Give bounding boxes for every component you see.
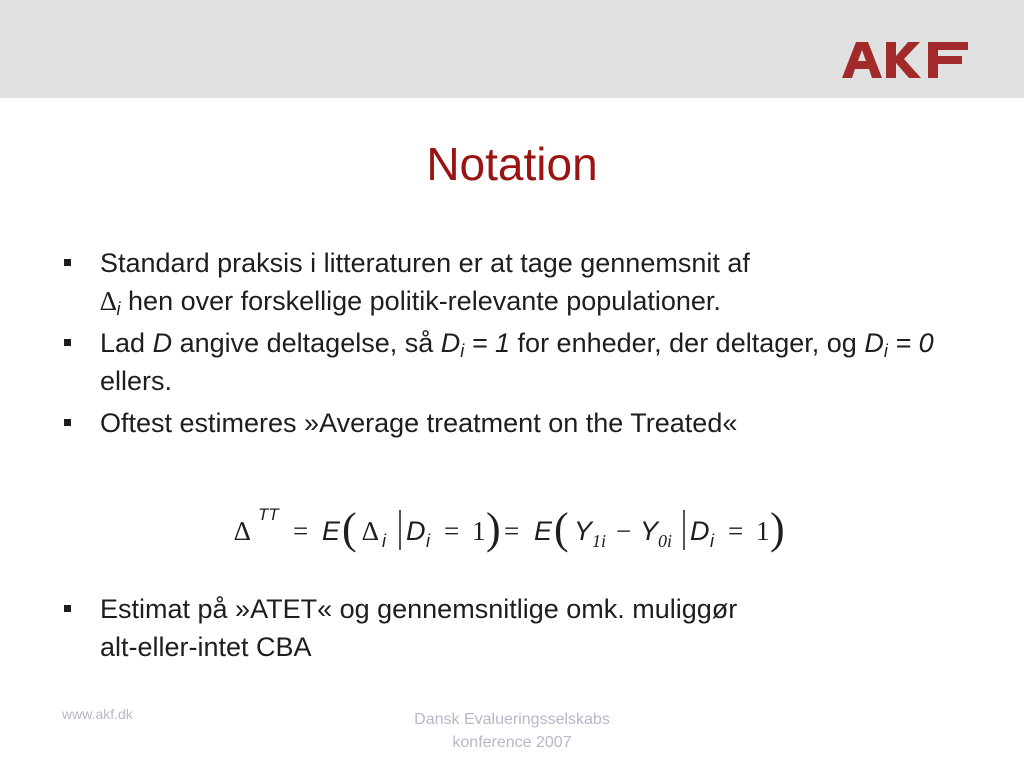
svg-text:∆: ∆ [362,516,379,546]
svg-text:): ) [770,504,785,553]
svg-text:1: 1 [472,516,486,546]
svg-text:i: i [426,531,430,551]
akf-logo [842,42,972,78]
svg-text:Y: Y [640,516,659,546]
svg-text:(: ( [342,504,357,553]
logo-text: AKF [842,42,844,43]
footer-conference-line-2: konference 2007 [452,734,572,751]
svg-text:1i: 1i [592,531,607,551]
footer-url: www.akf.dk [62,706,133,722]
svg-text:): ) [486,504,501,553]
svg-text:(: ( [554,504,569,553]
svg-text:−: − [616,516,632,546]
svg-text:i: i [382,531,386,551]
svg-text:D: D [690,516,710,546]
svg-text:1: 1 [756,516,770,546]
svg-text:i: i [710,531,714,551]
bullet-item-3: Oftest estimeres »Average treatment on the Treated« [64,404,964,442]
footer-conference [362,708,662,754]
svg-text:D: D [406,516,426,546]
svg-text:∆: ∆ [234,516,251,546]
svg-text:E: E [534,516,553,546]
square-bullet-icon [64,419,71,426]
svg-text:=: = [728,516,744,546]
bullet-list-bottom [64,590,964,666]
svg-text:E: E [322,516,341,546]
bullet-list [64,244,964,446]
footer-conference-line-1: Dansk Evalueringsselskabs [414,711,610,728]
square-bullet-icon [64,339,71,346]
slide-title: Notation [426,138,598,190]
bullet-item-2: Lad D angive deltagelse, så $D_i = 1$ for enheder, der deltager, og $D_i = 0$ ellers. [64,324,964,400]
square-bullet-icon [64,259,71,266]
atet-formula [0,500,1024,560]
bullet-item-1: Standard praksis i litteraturen er at tage gennemsnit af $\Delta_i$ hen over forskellige politik-relevante populationer. [64,244,964,320]
svg-text:0i: 0i [658,531,673,551]
svg-text:=: = [504,516,520,546]
svg-text:TT: TT [258,505,279,524]
square-bullet-icon [64,605,71,612]
bullet-item-4: Estimat på »ATET« og gennemsnitlige omk. muliggør alt-eller-intet CBA [64,590,964,666]
svg-text:=: = [293,516,309,546]
svg-text:=: = [444,516,460,546]
svg-text:Y: Y [574,516,593,546]
